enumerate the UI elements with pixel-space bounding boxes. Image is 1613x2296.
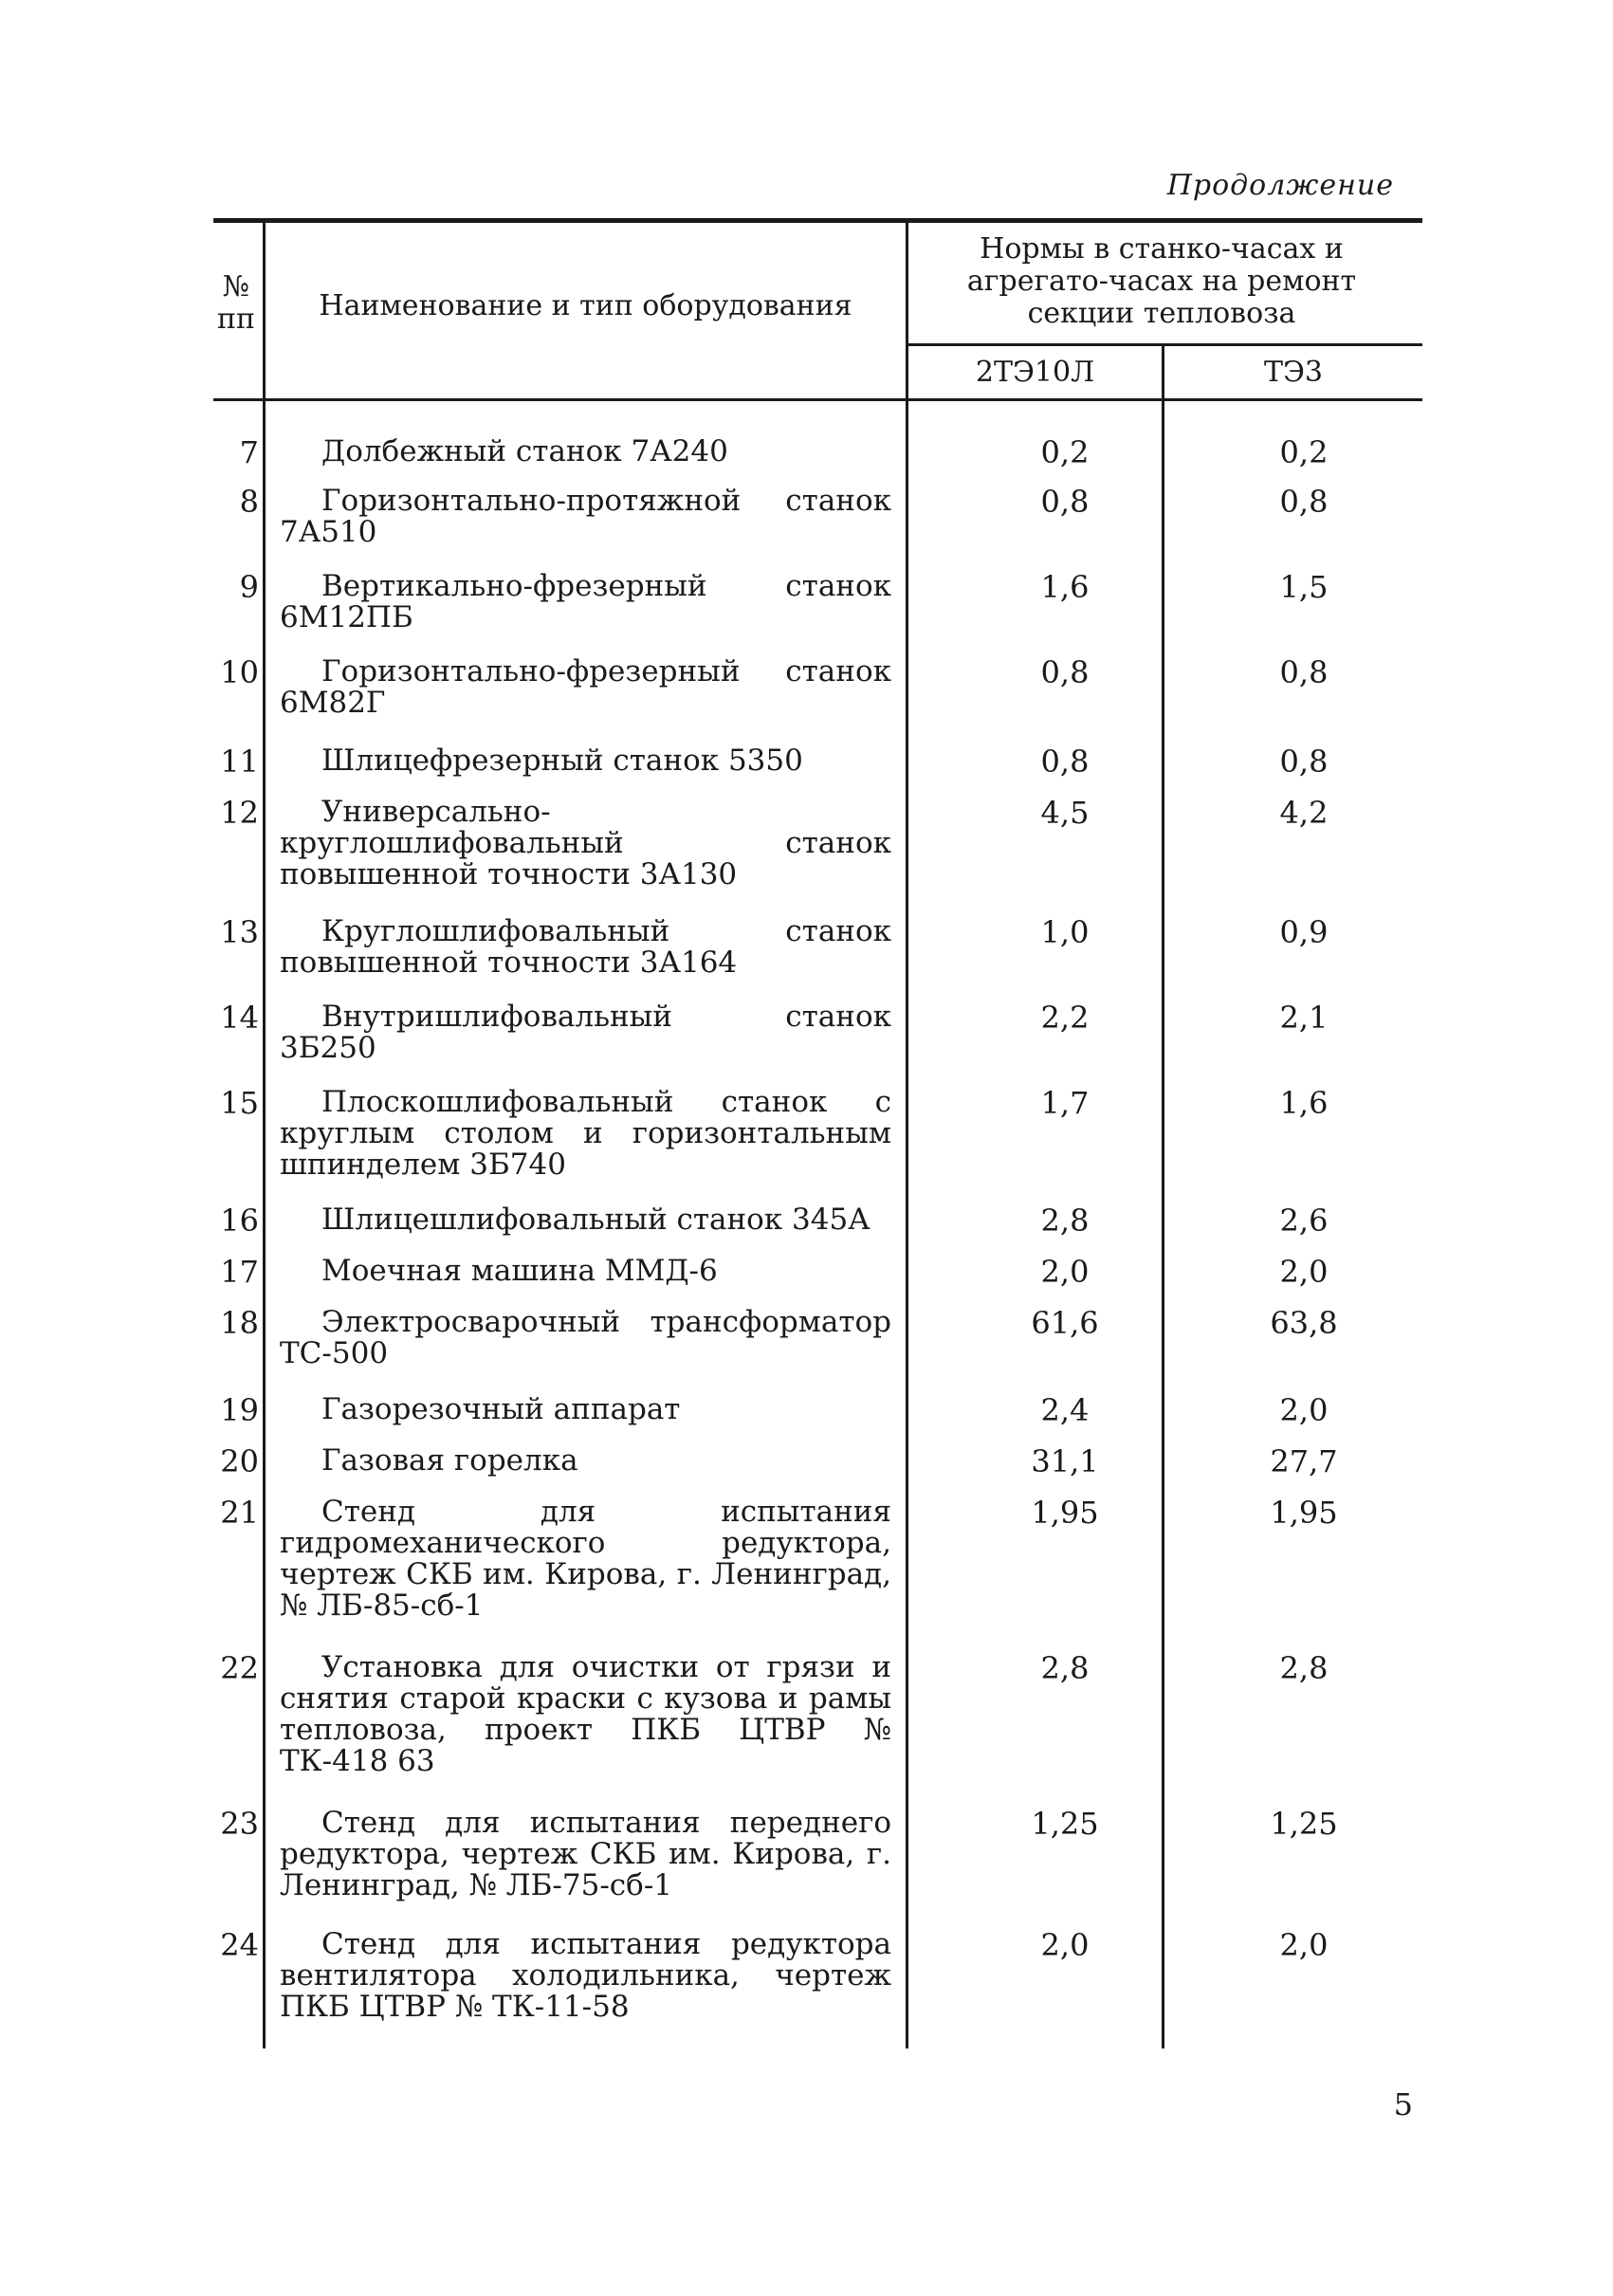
- equipment-name: Долбежный станок 7А240: [321, 434, 728, 468]
- row-number: 7: [239, 434, 259, 470]
- norm-2te10l: 1,6: [1040, 569, 1090, 605]
- equipment-name: Горизонтально-протяжной станок 7А510: [280, 484, 891, 549]
- row-number: 14: [220, 1000, 259, 1036]
- equipment-name: Плоскошлифовальный станок с круглым столом и горизонтальным шпинделем 3Б740: [280, 1085, 891, 1182]
- norm-2te10l: 1,25: [1031, 1806, 1099, 1842]
- table-top-rule: [213, 218, 1422, 223]
- norm-te3: 2,0: [1279, 1927, 1329, 1963]
- equipment-name: Газорезочный аппарат: [321, 1392, 681, 1426]
- norm-2te10l: 4,5: [1040, 795, 1090, 831]
- norm-te3: 1,25: [1270, 1806, 1338, 1842]
- equipment-name: Установка для очистки от грязи и снятия старой краски с кузова и рамы тепловоза, проект ПКБ ЦТВР № ТК-418 63: [280, 1650, 891, 1778]
- norm-2te10l: 0,8: [1040, 744, 1090, 780]
- row-number: 17: [220, 1254, 259, 1290]
- norm-te3: 0,2: [1279, 434, 1329, 470]
- row-number: 16: [220, 1203, 259, 1239]
- norm-te3: 4,2: [1279, 795, 1329, 831]
- row-number: 19: [220, 1392, 259, 1428]
- header-name: Наименование и тип оборудования: [319, 289, 852, 322]
- equipment-name: Стенд для испытания гидромеханического редуктора, чертеж СКБ им. Кирова, г. Ленинград, № ЛБ-85-сб-1: [280, 1495, 891, 1623]
- norm-2te10l: 0,8: [1040, 484, 1090, 520]
- header-te3: ТЭ3: [1263, 356, 1324, 389]
- norm-te3: 0,8: [1279, 484, 1329, 520]
- norm-te3: 0,9: [1279, 914, 1329, 950]
- row-number: 22: [220, 1650, 259, 1686]
- row-number: 23: [220, 1806, 259, 1842]
- equipment-name: Шлицешлифовальный станок 345А: [321, 1203, 871, 1237]
- norm-te3: 2,0: [1279, 1254, 1329, 1290]
- header-num: № пп: [217, 270, 255, 336]
- equipment-name: Газовая горелка: [321, 1443, 578, 1478]
- norm-te3: 0,8: [1279, 744, 1329, 780]
- norm-te3: 2,6: [1279, 1203, 1329, 1239]
- norm-te3: 2,8: [1279, 1650, 1329, 1686]
- norm-2te10l: 0,8: [1040, 654, 1090, 690]
- equipment-name: Круглошлифовальный станок повышенной точности 3А164: [280, 914, 891, 980]
- norm-2te10l: 1,95: [1031, 1495, 1099, 1531]
- norm-2te10l: 2,4: [1040, 1392, 1090, 1428]
- norm-te3: 1,5: [1279, 569, 1329, 605]
- page-number: 5: [1393, 2086, 1413, 2122]
- norm-2te10l: 2,8: [1040, 1203, 1090, 1239]
- norm-te3: 0,8: [1279, 654, 1329, 690]
- norm-2te10l: 2,0: [1040, 1927, 1090, 1963]
- num-col-rule: [263, 223, 266, 2048]
- norm-te3: 1,6: [1279, 1085, 1329, 1121]
- row-number: 10: [220, 654, 259, 690]
- row-number: 8: [239, 484, 259, 520]
- norm-2te10l: 1,0: [1040, 914, 1090, 950]
- header-2te10l: 2ТЭ10Л: [975, 356, 1095, 389]
- equipment-name: Стенд для испытания переднего редуктора, чертеж СКБ им. Кирова, г. Ленинград, № ЛБ-75-сб-1: [280, 1806, 891, 1902]
- row-number: 24: [220, 1927, 259, 1963]
- equipment-name: Шлицефрезерный станок 5350: [321, 744, 803, 778]
- row-number: 12: [220, 795, 259, 831]
- norm-te3: 2,1: [1279, 1000, 1329, 1036]
- norm-te3: 2,0: [1279, 1392, 1329, 1428]
- norm-te3: 63,8: [1270, 1305, 1338, 1341]
- row-number: 21: [220, 1495, 259, 1531]
- norm-te3: 1,95: [1270, 1495, 1338, 1531]
- name-col-rule: [906, 223, 908, 2048]
- equipment-name: Стенд для испытания редуктора вентилятора холодильника, чертеж ПКБ ЦТВР № ТК-11-58: [280, 1927, 891, 2024]
- row-number: 13: [220, 914, 259, 950]
- norm-te3: 27,7: [1270, 1443, 1338, 1479]
- equipment-name: Универсально-круглошлифовальный станок повышенной точности 3А130: [280, 795, 891, 891]
- equipment-name: Моечная машина ММД-6: [321, 1254, 718, 1288]
- norm-2te10l: 61,6: [1031, 1305, 1099, 1341]
- row-number: 18: [220, 1305, 259, 1341]
- equipment-norms-table: [213, 218, 1422, 2048]
- norm-2te10l: 31,1: [1031, 1443, 1099, 1479]
- header-bottom-rule: [213, 398, 1422, 401]
- norm-2te10l: 0,2: [1040, 434, 1090, 470]
- row-number: 15: [220, 1085, 259, 1121]
- equipment-name: Электросварочный трансформатор ТС-500: [280, 1305, 891, 1370]
- norm-2te10l: 2,8: [1040, 1650, 1090, 1686]
- row-number: 20: [220, 1443, 259, 1479]
- equipment-name: Внутришлифовальный станок 3Б250: [280, 1000, 891, 1065]
- equipment-name: Горизонтально-фрезерный станок 6М82Г: [280, 654, 891, 720]
- norm-2te10l: 2,0: [1040, 1254, 1090, 1290]
- norm-2te10l: 1,7: [1040, 1085, 1090, 1121]
- equipment-name: Вертикально-фрезерный станок 6М12ПБ: [280, 569, 891, 634]
- row-number: 11: [220, 744, 259, 780]
- norm-2te10l: 2,2: [1040, 1000, 1090, 1036]
- continuation-label: Продолжение: [1166, 169, 1394, 202]
- header-norms: Нормы в станко-часах и агрегато-часах на ремонт секции тепловоза: [966, 232, 1357, 330]
- row-number: 9: [239, 569, 259, 605]
